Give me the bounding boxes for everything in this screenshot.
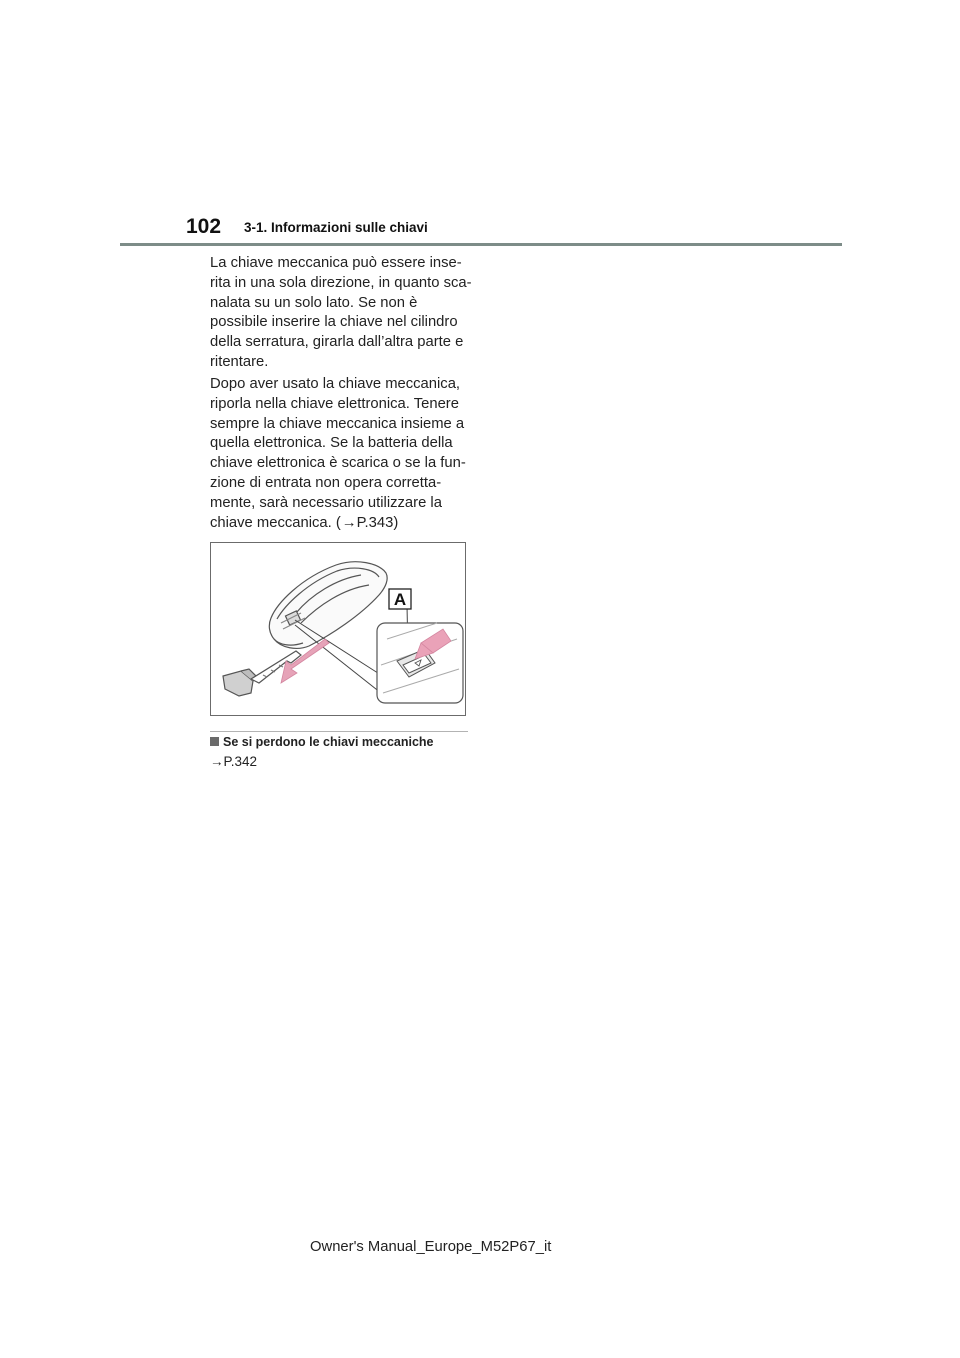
paragraph-insert-direction: La chiave meccanica può essere inse-rita in una sola direzione, in quanto sca-nalata su un solo lato. Se non è possibile inserire la chiave nel cilindro della serratura, girarla dall’altra parte e ritentare. — [210, 255, 472, 370]
callout-rule — [210, 731, 468, 732]
arrow-icon: → — [210, 754, 224, 769]
callout-reference — [210, 754, 257, 769]
release-button-inset — [377, 623, 463, 703]
paragraph-store-key — [210, 375, 472, 533]
key-illustration — [210, 542, 466, 716]
header-rule — [120, 243, 842, 246]
arrow-icon: → — [341, 514, 357, 531]
paragraph-store-key-text: Dopo aver usato la chiave meccanica, riporla nella chiave elettronica. Tenere sempre la chiave meccanica insieme a quella elettronica. Se la batteria della chiave elettronica è scarica o se la fun-zione di entrata non opera corretta-mente, sarà necessario utilizzare la chiave meccanica. ( — [210, 376, 466, 531]
section-title: 3-1. Informazioni sulle chiavi — [244, 220, 428, 235]
square-bullet-icon — [210, 737, 219, 746]
electronic-key-drawing — [211, 543, 465, 715]
callout-heading-text: Se si perdono le chiavi meccaniche — [223, 735, 434, 749]
page-number: 102 — [186, 215, 222, 238]
electronic-key-body — [269, 562, 387, 649]
page-reference-link[interactable]: P.343 — [356, 514, 394, 531]
callout-heading — [210, 735, 434, 749]
label-a: A — [393, 590, 407, 609]
page-reference-link[interactable]: P.342 — [223, 754, 258, 769]
paragraph-close: ) — [393, 514, 399, 531]
footer-text: Owner's Manual_Europe_M52P67_it — [310, 1239, 552, 1255]
